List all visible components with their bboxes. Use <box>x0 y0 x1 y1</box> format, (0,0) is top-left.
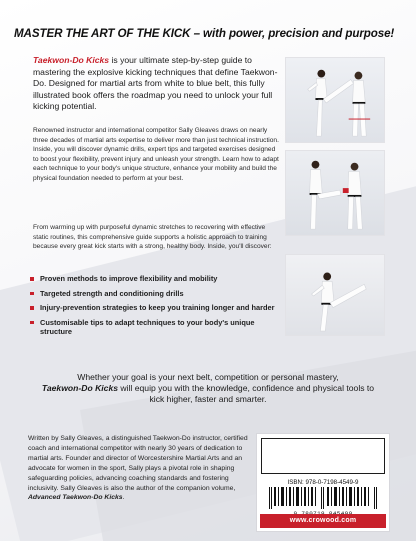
author-expertise-paragraph: Renowned instructor and international competitor Sally Gleaves draws on nearly three decades of martial arts expertise to deliver more than just technical instruction. Inside, you will discover dynamic drills, expert tips and targeted exercises designed to boost your flexibility, prevent injury and unleash your strength. Learn how to adapt each technique to your body's unique structure, enhance your mobility and build the physical foundation needed to perform at your best. <box>33 127 279 182</box>
benefits-list <box>30 274 280 342</box>
list-item: Injury-prevention strategies to keep you training longer and harder <box>30 303 280 313</box>
bullet-icon <box>30 292 34 296</box>
photo-turning-kick <box>285 254 385 336</box>
companion-title: Advanced Taekwon-Do Kicks <box>28 494 123 502</box>
list-item: Targeted strength and conditioning drills <box>30 289 280 299</box>
list-item: Proven methods to improve flexibility and mobility <box>30 274 280 284</box>
holistic-training-paragraph: From warming up with purposeful dynamic stretches to recovering with effective static routines, this comprehensive guide supports a holistic approach to training because every great kick starts with a strong, healthy body. Inside, you'll discover: <box>33 224 272 251</box>
list-item: Customisable tips to adapt techniques to your body's unique structure <box>30 318 280 337</box>
photo-side-kick <box>285 150 385 236</box>
intro-paragraph <box>33 55 281 113</box>
bullet-icon <box>30 306 34 310</box>
publisher-website[interactable]: www.crowood.com <box>260 514 386 528</box>
author-bio: Written by Sally Gleaves, a distinguished Taekwon-Do instructor, certified coach and international competitor with nearly 30 years of dedication to martial arts. Founder and director of Worcestershire Martial Arts and an advocate for women in the sport, Sally plays a pivotal role in shaping safeguarding policies, advancing coaching standards and fostering inclusivity. Sally Gleaves is also the author of the companion volume, Advanced Taekwon-Do Kicks. <box>28 435 248 502</box>
intro-text: is your ultimate step-by-step guide to mastering the explosive kicking techniques that define Taekwon-Do. Designed for martial arts from white to blue belt, this fully illustrated book offers the roadmap you need to unlock your full kicking potential. <box>33 55 278 111</box>
barcode-graphic <box>269 487 377 509</box>
isbn-label: ISBN: 978-0-7198-4549-9 <box>287 479 359 486</box>
bullet-icon <box>30 277 34 281</box>
headline: MASTER THE ART OF THE KICK – with power, precision and purpose! <box>14 27 395 40</box>
photo-high-kick <box>285 57 385 143</box>
book-title-inline: Taekwon-Do Kicks <box>41 383 119 394</box>
price-box <box>261 438 385 474</box>
bullet-icon <box>30 321 34 325</box>
book-title-inline: Taekwon-Do Kicks <box>33 55 110 65</box>
callout-text: Whether your goal is your next belt, competition or personal mastery, Taekwon-Do Kicks will equip you with the knowledge, confidence and physical tools to kick higher, faster and smarter. <box>41 372 375 405</box>
